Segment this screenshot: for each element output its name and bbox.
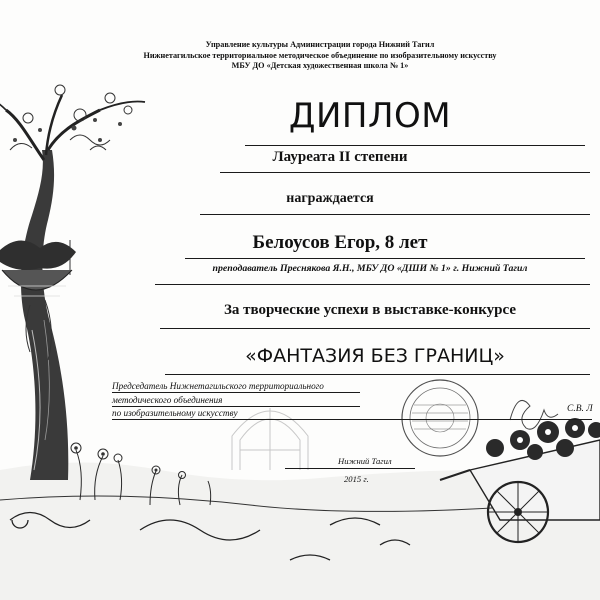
signatory-position-line: по изобразительному искусству bbox=[112, 408, 238, 418]
rule-line bbox=[155, 284, 590, 285]
rule-line bbox=[112, 406, 360, 407]
issuer-header bbox=[100, 40, 540, 72]
rule-line bbox=[245, 145, 585, 146]
document-title: ДИПЛОМ bbox=[288, 96, 452, 136]
teacher-info: преподаватель Преснякова Я.Н., МБУ ДО «ДШИ № 1» г. Нижний Тагил bbox=[212, 263, 528, 274]
signatory-position-line: методического объединения bbox=[112, 394, 223, 405]
rule-line bbox=[200, 214, 590, 215]
signatory-initials: С.В. Л bbox=[567, 404, 593, 414]
issue-city: Нижний Тагил bbox=[338, 456, 392, 466]
issuer-line: Нижнетагильское территориальное методическое объединение по изобразительному искусству bbox=[143, 50, 497, 60]
issuer-line: Управление культуры Администрации города Нижний Тагил bbox=[205, 40, 435, 49]
issuer-line: МБУ ДО «Детская художественная школа № 1» bbox=[231, 61, 409, 70]
recipient-name: Белоусов Егор, 8 лет bbox=[252, 232, 428, 253]
signatory-position bbox=[112, 380, 324, 421]
contest-name: «ФАНТАЗИЯ БЕЗ ГРАНИЦ» bbox=[245, 345, 505, 367]
rule-line bbox=[185, 258, 585, 259]
tree-illustration bbox=[0, 85, 145, 480]
official-stamp bbox=[402, 380, 478, 456]
signature-line bbox=[112, 419, 592, 420]
rule-line bbox=[160, 328, 590, 329]
awarded-text: награждается bbox=[286, 191, 374, 206]
rule-line bbox=[220, 172, 590, 173]
rule-line bbox=[285, 468, 415, 469]
issue-year: 2015 г. bbox=[344, 474, 369, 484]
award-reason: За творческие успехи в выставке-конкурсе bbox=[224, 302, 516, 318]
signatory-position-line: Председатель Нижнетагильского территориального bbox=[112, 381, 324, 391]
award-degree: Лауреата II степени bbox=[272, 149, 408, 165]
rule-line bbox=[112, 392, 360, 393]
rule-line bbox=[165, 374, 590, 375]
